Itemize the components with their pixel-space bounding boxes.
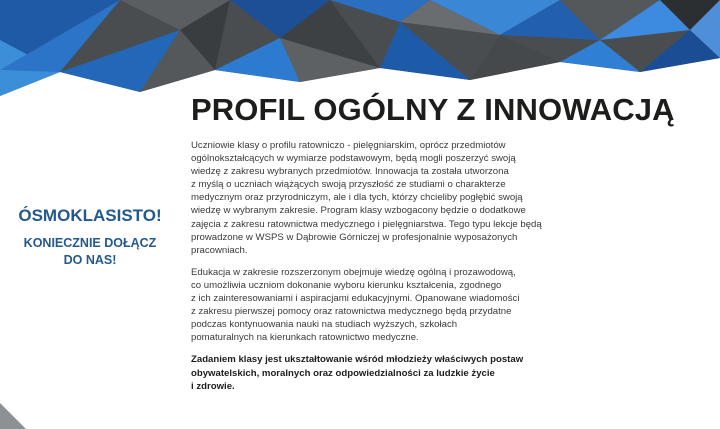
text-line: Uczniowie klasy o profilu ratowniczo - pielęgniarskim, oprócz przedmiotów (191, 140, 506, 151)
callout-title: ÓSMOKLASISTO! (18, 206, 162, 225)
callout-subtitle-line: DO NAS! (63, 253, 117, 267)
text-line: z zakresu pierwszej pomocy oraz ratownictwa medycznego będą przydatne (191, 306, 512, 318)
text-line: co umożliwia uczniom dokonanie wyboru kierunku kształcenia, zgodnego (191, 279, 502, 291)
text-line: Edukacja w zakresie rozszerzonym obejmuje wiedzę ogólną i prozawodową, (191, 266, 516, 278)
text-line: pracowniach. (191, 244, 248, 256)
text-line: z ich zainteresowaniami i aspiracjami edukacyjnymi. Opanowane wiadomości (191, 293, 520, 305)
text-line: wiedzę w wybranym zakresie. Program klasy wzbogacony będzie o dodatkowe (191, 205, 526, 217)
text-line: zajęcia z zakresu ratownictwa medycznego i pielęgniarstwa. Tego typu lekcje będą (191, 218, 542, 230)
text-line: medycznym oraz przyrodniczym, ale i dla tych, którzy chcieliby pogłębić swoją (191, 192, 523, 204)
sidebar-callout (0, 205, 180, 269)
text-line: pomaturalnych na kierunkach ratownictwo medyczne. (191, 332, 419, 344)
text-line: prowadzone w WSPS w Dąbrowie Górniczej w profesjonalnie wyposażonych (191, 231, 518, 243)
body-text (191, 139, 611, 402)
text-line: Zadaniem klasy jest ukształtowanie wśród młodzieży właściwych postaw (191, 354, 524, 366)
callout-subtitle (0, 235, 180, 269)
text-line: obywatelskich, moralnych oraz odpowiedzialności za ludzkie życie (191, 367, 495, 379)
paragraph-3 (191, 353, 611, 392)
corner-shape (0, 399, 40, 429)
text-line: i zdrowie. (191, 380, 235, 392)
page-title: PROFIL OGÓLNY Z INNOWACJĄ (191, 92, 675, 127)
text-line: z myślą o uczniach wiążących swoją przyszłość ze studiami o charakterze (191, 179, 506, 191)
paragraph-2 (191, 266, 611, 345)
paragraph-1 (191, 139, 611, 257)
text-line: wiedzę z zakresu wybranych przedmiotów. Innowacja ta została utworzona (191, 166, 509, 178)
text-line: ogólnokształcących w wymiarze podstawowym, będą mogli poszerzyć swoją (191, 153, 516, 165)
text-line: podczas kontynuowania nauki na studiach wyższych, szkołach (191, 319, 458, 331)
callout-subtitle-line: KONIECZNIE DOŁĄCZ (23, 236, 157, 250)
